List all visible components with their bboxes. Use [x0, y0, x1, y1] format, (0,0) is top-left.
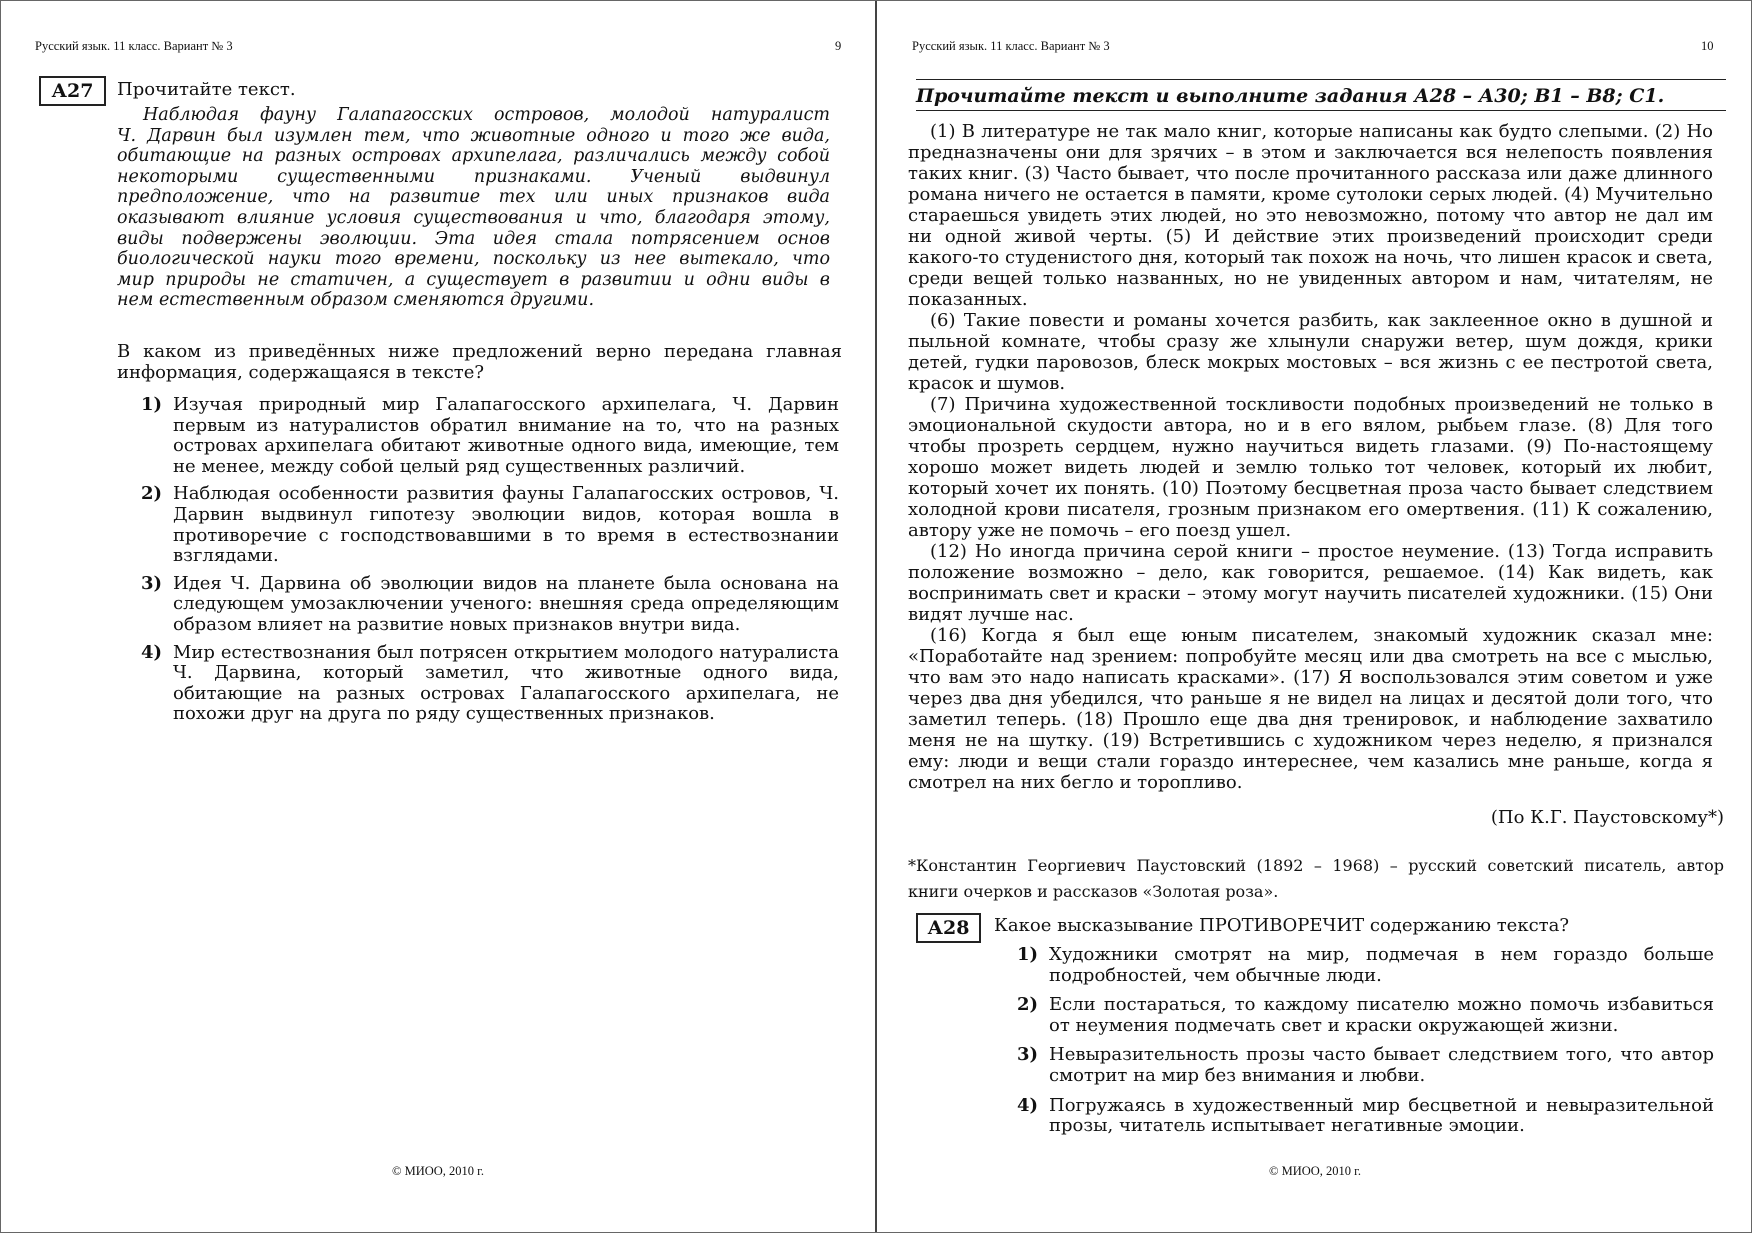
- a27-options: [141, 395, 839, 732]
- passage-line: некоторыми существенными признаками. Ученый выдвинул: [117, 166, 830, 187]
- option-text: Невыразительность прозы часто бывает следствием того, что автор смотрит на мир без внимания и любви.: [1049, 1044, 1714, 1086]
- passage-line: нем естественным образом сменяются другими.: [117, 290, 595, 311]
- option-number: 2): [1017, 994, 1039, 1016]
- answer-option-1[interactable]: [141, 395, 839, 477]
- page-footer: © МИОО, 2010 г.: [1268, 1164, 1362, 1178]
- option-number: 3): [141, 572, 163, 594]
- passage-paragraph: (1) В литературе не так мало книг, которые написаны как будто слепыми. (2) Но предназначены они для зрячих – в этом и заключается вся нелепость появления таких книг. (3) Часто бывает, что после прочитанного рассказа или даже длинного романа ничего не остается в памяти, кроме сутолоки серых людей. (4) Мучительно стараешься увидеть этих людей, но это невозможно, потому что автор не дал им ни одной живой черты. (5) И действие этих произведений происходит среди какого-то студенистого дня, который так похож на ночь, что лишен красок и света, среди вещей только названных, но не увиденных автором и нам, читателям, не показанных.: [908, 121, 1713, 310]
- passage-line: биологической науки того времени, поскольку из нее вытекало, что: [117, 249, 830, 270]
- option-text: Изучая природный мир Галапагосского архипелага, Ч. Дарвин первым из натуралистов обратил внимание на то, что на разных островах архипелага обитают животные одного вида, имеющие, тем не менее, между собой целый ряд существенных различий.: [173, 394, 839, 477]
- a27-passage: [117, 105, 830, 311]
- option-text: Идея Ч. Дарвина об эволюции видов на планете была основана на следующем умозаключении ученого: внешняя среда определяющим образом влияет на развитие новых признаков внутри вида.: [173, 572, 839, 635]
- running-header-title: Русский язык. 11 класс. Вариант № 3: [912, 39, 1110, 53]
- answer-option-1[interactable]: [1017, 945, 1714, 986]
- option-text: Если постараться, то каждому писателю можно помочь избавиться от неумения подмечать свет и краски окружающей жизни.: [1049, 994, 1714, 1036]
- answer-option-2[interactable]: [1017, 995, 1714, 1036]
- a28-question: Какое высказывание ПРОТИВОРЕЧИТ содержанию текста?: [994, 915, 1569, 936]
- option-number: 3): [1017, 1044, 1039, 1066]
- option-number: 1): [141, 394, 163, 415]
- task-title: Прочитайте текст и выполните задания А28 – А30; В1 – В8; С1.: [916, 79, 1726, 111]
- option-text: Погружаясь в художественный мир бесцветной и невыразительной прозы, читатель испытывает негативные эмоции.: [1049, 1094, 1714, 1137]
- option-text: Художники смотрят на мир, подмечая в нем гораздо больше подробностей, чем обычные люди.: [1049, 944, 1714, 986]
- question-label-a28: А28: [916, 913, 981, 943]
- running-header-title: Русский язык. 11 класс. Вариант № 3: [35, 39, 233, 53]
- a27-question: В каком из приведённых ниже предложений верно передана главная информация, содержащаяся в тексте?: [117, 341, 842, 383]
- option-number: 2): [141, 483, 163, 505]
- passage-line: оказывают влияние условия существования и что, благодаря этому,: [117, 207, 830, 228]
- option-number: 1): [1017, 944, 1039, 965]
- a28-options: [1017, 945, 1714, 1146]
- answer-option-4[interactable]: [141, 643, 839, 725]
- page-9: [1, 1, 877, 1232]
- passage-paragraph: (16) Когда я был еще юным писателем, знакомый художник сказал мне: «Поработайте над зрением: попробуйте месяц или два смотреть на все с мыслью, что вам это надо написать красками». (17) Я воспользовался этим советом и уже через два дня убедился, что раньше я не видел на лицах и десятой доли того, что заметил теперь. (18) Прошло еще два дня тренировок, и наблюдение захватило меня не на шутку. (19) Встретившись с художником через неделю, я признался ему: люди и вещи стали гораздо интереснее, чем казались мне раньше, когда я смотрел на них бегло и торопливо.: [908, 625, 1713, 793]
- a27-instruction: Прочитайте текст.: [117, 79, 296, 100]
- page-footer: © МИОО, 2010 г.: [391, 1164, 485, 1178]
- answer-option-4[interactable]: [1017, 1096, 1714, 1137]
- passage-line: обитающие на разных островах архипелага, различались между собой: [117, 146, 830, 167]
- author-footnote: *Константин Георгиевич Паустовский (1892 – 1968) – русский советский писатель, автор книги очерков и рассказов «Золотая роза».: [908, 856, 1724, 901]
- passage-line: Наблюдая фауну Галапагосских островов, молодой натуралист: [143, 105, 830, 125]
- passage-line: предположение, что на развитие тех или иных признаков вида: [117, 187, 830, 208]
- question-label-a27: А27: [39, 76, 106, 106]
- passage-paragraph: (6) Такие повести и романы хочется разбить, как заклеенное окно в душной и пыльной комнате, чтобы сразу же хлынули снаружи ветер, шум дождя, крики детей, гудки паровозов, блеск мокрых мостовых – вся жизнь с ее пестротой света, красок и шумов.: [908, 310, 1713, 394]
- page-number: 9: [835, 39, 842, 53]
- option-text: Наблюдая особенности развития фауны Галапагосских островов, Ч. Дарвин выдвинул гипотезу эволюции видов, которая вошла в противоречие с господствовавшими в то время в естествознании взглядами.: [173, 483, 839, 567]
- attribution: (По К.Г. Паустовскому*): [1490, 807, 1724, 828]
- passage-line: мир природы не статичен, а существует в развитии и одни виды в: [117, 269, 830, 290]
- option-number: 4): [141, 641, 163, 663]
- passage-paragraph: (7) Причина художественной тоскливости подобных произведений не только в эмоциональной скудости автора, но и в его вялом, рыбьем глазе. (8) Для того чтобы прозреть сердцем, нужно научиться видеть глазами. (9) По-настоящему хорошо может видеть людей и землю только тот человек, который их любит, который хочет их понять. (10) Поэтому бесцветная проза часто бывает следствием холодной крови писателя, грозным признаком его омертвения. (11) К сожалению, автору уже не помочь – его поезд ушел.: [908, 394, 1713, 541]
- page-number: 10: [1701, 39, 1714, 53]
- answer-option-3[interactable]: [1017, 1045, 1714, 1086]
- passage-line: Ч. Дарвин был изумлен тем, что животные одного и того же вида,: [117, 125, 830, 146]
- option-number: 4): [1017, 1094, 1039, 1116]
- reading-passage: [908, 121, 1713, 793]
- answer-option-3[interactable]: [141, 574, 839, 636]
- answer-option-2[interactable]: [141, 484, 839, 566]
- page-10: [878, 1, 1752, 1232]
- option-text: Мир естествознания был потрясен открытием молодого натуралиста Ч. Дарвина, который заметил, что животные одного вида, обитающие на разных островах Галапагосского архипелага, не похожи друг на друга по ряду существенных признаков.: [173, 641, 839, 725]
- passage-line: виды подвержены эволюции. Эта идея стала потрясением основ: [117, 228, 830, 249]
- passage-paragraph: (12) Но иногда причина серой книги – простое неумение. (13) Тогда исправить положение возможно – дело, как говорится, решаемое. (14) Как видеть, как воспринимать свет и краски – этому могут научить писателей художники. (15) Они видят лучше нас.: [908, 541, 1713, 625]
